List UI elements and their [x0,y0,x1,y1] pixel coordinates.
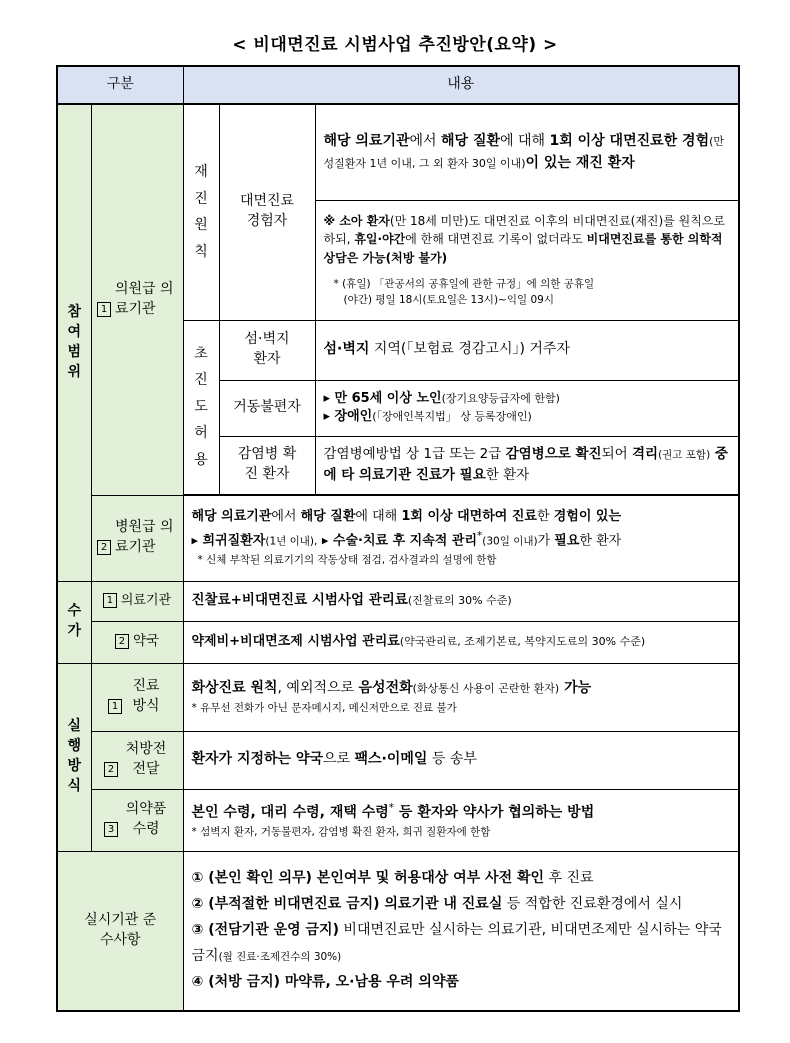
summary-table [56,65,740,1012]
revisit-sub-label: 대면진료 경험자 [219,104,315,320]
row-revisit-main [57,104,739,200]
fee-clinic-label: 의료기관 [120,592,172,608]
care-label-cell: 1진료 방식 [91,663,183,731]
clinic-label-cell [91,104,183,495]
revisit-main-text: 해당 의료기관에서 해당 질환에 대해 1회 이상 대면진료한 경험(만성질환자 1년 이내, 그 외 환자 30일 이내)이 있는 재진 환자 [315,104,739,200]
compliance-item-3: ③ (전담기관 운영 금지) 비대면진료만 실시하는 의료기관, 비대면조제만 실시하는 약국 금지(월 진료·조제건수의 30%) [191,921,722,964]
hospital-text: 해당 의료기관에서 해당 질환에 대해 1회 이상 대면하여 진료한 경험이 있는 ▸ 희귀질환자(1년 이내), ▸ 수술·치료 후 지속적 관리*(30일 이내)가 필요한 환자 * 신체 부착된 의료기기의 작동상태 점검, 검사결과의 설명에 한함 [183,495,739,581]
revisit-note: ※ 소아 환자(만 18세 미만)도 대면진료 이후의 비대면진료(재진)를 원칙으로 하되, 휴일·야간에 한해 대면진료 기록이 없더라도 비대면진료를 통한 의학적 상담은 가능(처방 불가) * (휴일) 「관공서의 공휴일에 관한 규정」에 의한 공휴일 (야간) 평일 18시(토요일은 13시)~익일 09시 [315,200,739,320]
row-care [57,663,739,731]
clinic-label: 의원급 의료기관 [115,280,174,317]
fee-pharm-label-cell: 2 약국 [91,621,183,663]
hospital-label: 병원급 의료기관 [115,519,174,555]
header-content: 내용 [183,66,739,104]
compliance-item-1: ① (본인 확인 의무) 본인여부 및 허용대상 여부 사전 확인 후 진료 [191,870,594,887]
drug-text: 본인 수령, 대리 수령, 재택 수령* 등 환자와 약사가 협의하는 방법 * 섬벽지 환자, 거동불편자, 감염병 확진 환자, 희귀 질환자에 한함 [183,789,739,851]
row-compliance [57,851,739,1011]
compliance-label: 실시기관 준수사항 [84,911,157,948]
header-category: 구분 [57,66,183,104]
compliance-label-cell [57,851,183,1011]
revisit-principle: 재진 원칙 [183,104,219,320]
hospital-label-cell [91,495,183,581]
fee-clinic-text: 진찰료+비대면진료 시범사업 관리료(진찰료의 30% 수준) [183,581,739,621]
rx-label: 처방전 전달 [125,741,167,777]
hospital-num-box: 2 [97,540,111,555]
care-text: 화상진료 원칙, 예외적으로 음성전화(화상통신 사용이 곤란한 환자) 가능 * 유무선 전화가 아닌 문자메시지, 메신저만으로 진료 불가 [183,663,739,731]
drug-label: 의약품 수령 [125,801,167,837]
rx-text: 환자가 지정하는 약국으로 팩스·이메일 등 송부 [183,731,739,789]
care-label: 진료 방식 [132,678,160,714]
compliance-list [183,851,739,1011]
compliance-item-2: ② (부적절한 비대면진료 금지) 의료기관 내 진료실 등 적합한 진료환경에서 실시 [191,895,683,912]
rx-label-cell: 2처방전 전달 [91,731,183,789]
island-label: 섬·벽지 환자 [219,320,315,380]
row-drug [57,789,739,851]
compliance-item-4: ④ (처방 금지) 마약류, 오·남용 우려 의약품 [191,973,459,990]
row-fee-clinic [57,581,739,621]
fee-label: 수가 [57,581,91,663]
method-label: 실행방식 [57,663,91,851]
fee-pharm-label: 약국 [132,633,160,650]
island-text: 섬·벽지 지역(「보험료 경감고시」) 거주자 [315,320,739,380]
clinic-num-box: 1 [97,302,111,317]
participation-label: 참여범위 [57,104,91,581]
drug-label-cell: 3의약품 수령 [91,789,183,851]
firstvisit-allowed: 초진도허용 [183,320,219,494]
row-hospital [57,495,739,581]
page-title: < 비대면진료 시범사업 추진방안(요약) > [232,35,558,55]
row-rx [57,731,739,789]
mobility-label: 거동불편자 [219,380,315,436]
header-row [57,66,739,104]
infection-text: 감염병예방법 상 1급 또는 2급 감염병으로 확진되어 격리(권고 포함) 중에 타 의료기관 진료가 필요한 환자 [315,436,739,494]
fee-pharm-text: 약제비+비대면조제 시범사업 관리료(약국관리료, 조제기본료, 복약지도료의 30% 수준) [183,621,739,663]
fee-clinic-label-cell: 1 의료기관 [91,581,183,621]
row-fee-pharm [57,621,739,663]
infection-label: 감염병 확진 환자 [219,436,315,494]
mobility-text: ▸ 만 65세 이상 노인(장기요양등급자에 한함) ▸ 장애인(「장애인복지법」 상 등록장애인) [315,380,739,436]
